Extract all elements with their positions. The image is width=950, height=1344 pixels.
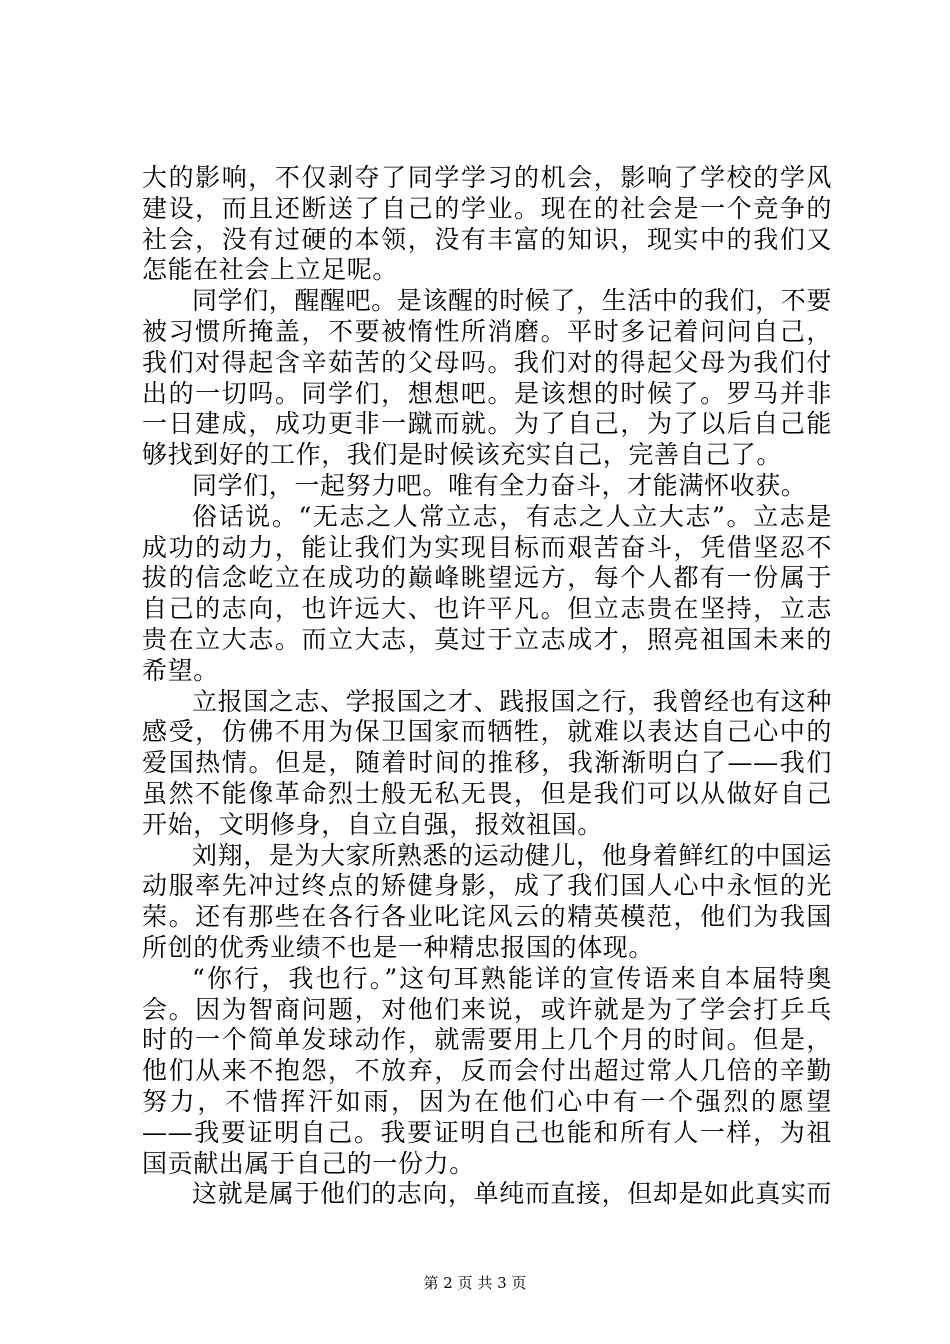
paragraph-5: 立报国之志、学报国之才、践报国之行，我曾经也有这种感受，仿佛不用为保卫国家而牺牲，就难以表达自己心中的爱国热情。但是，随着时间的推移，我渐渐明白了——我们虽然不能像革命烈士般无私无畏，但是我们可以从做好自己开始，文明修身，自立自强，报效祖国。	[142, 686, 833, 839]
paragraph-4: 俗话说。“无志之人常立志，有志之人立大志”。立志是成功的动力，能让我们为实现目标而艰苦奋斗，凭借坚忍不拔的信念屹立在成功的巅峰眺望远方，每个人都有一份属于自己的志向，也许远大、也许平凡。但立志贵在坚持，立志贵在立大志。而立大志，莫过于立志成才，照亮祖国未来的希望。	[142, 501, 832, 685]
paragraph-1: 大的影响，不仅剥夺了同学学习的机会，影响了学校的学风建设，而且还断送了自己的学业。现在的社会是一个竞争的社会，没有过硬的本领，没有丰富的知识，现实中的我们又怎能在社会上立足呢。	[142, 163, 832, 285]
page-footer: 第 2 页 共 3 页	[423, 1274, 527, 1292]
paragraph-7: “你行，我也行。”这句耳熟能详的宣传语来自本届特奥会。因为智商问题，对他们来说，或许就是为了学会打乒乓时的一个简单发球动作，就需要用上几个月的时间。但是，他们从来不抱怨，不放弃，反而会付出超过常人几倍的辛勤努力，不惜挥汗如雨，因为在他们心中有一个强烈的愿望——我要证明自己。我要证明自己也能和所有人一样，为祖国贡献出属于自己的一份力。	[142, 963, 832, 1178]
document-body	[142, 163, 832, 1210]
paragraph-3: 同学们，一起努力吧。唯有全力奋斗，才能满怀收获。	[192, 470, 807, 500]
paragraph-8: 这就是属于他们的志向，单纯而直接，但却是如此真实而	[192, 1179, 833, 1209]
paragraph-6: 刘翔，是为大家所熟悉的运动健儿，他身着鲜红的中国运动服率先冲过终点的矫健身影，成了我们国人心中永恒的光荣。还有那些在各行各业叱诧风云的精英模范，他们为我国所创的优秀业绩不也是一种精忠报国的体现。	[142, 840, 833, 962]
paragraph-2: 同学们，醒醒吧。是该醒的时候了，生活中的我们，不要被习惯所掩盖，不要被惰性所消磨。平时多记着问问自己，我们对得起含辛茹苦的父母吗。我们对的得起父母为我们付出的一切吗。同学们，想想吧。是该想的时候了。罗马并非一日建成，成功更非一蹴而就。为了自己，为了以后自己能够找到好的工作，我们是时候该充实自己，完善自己了。	[142, 286, 833, 470]
